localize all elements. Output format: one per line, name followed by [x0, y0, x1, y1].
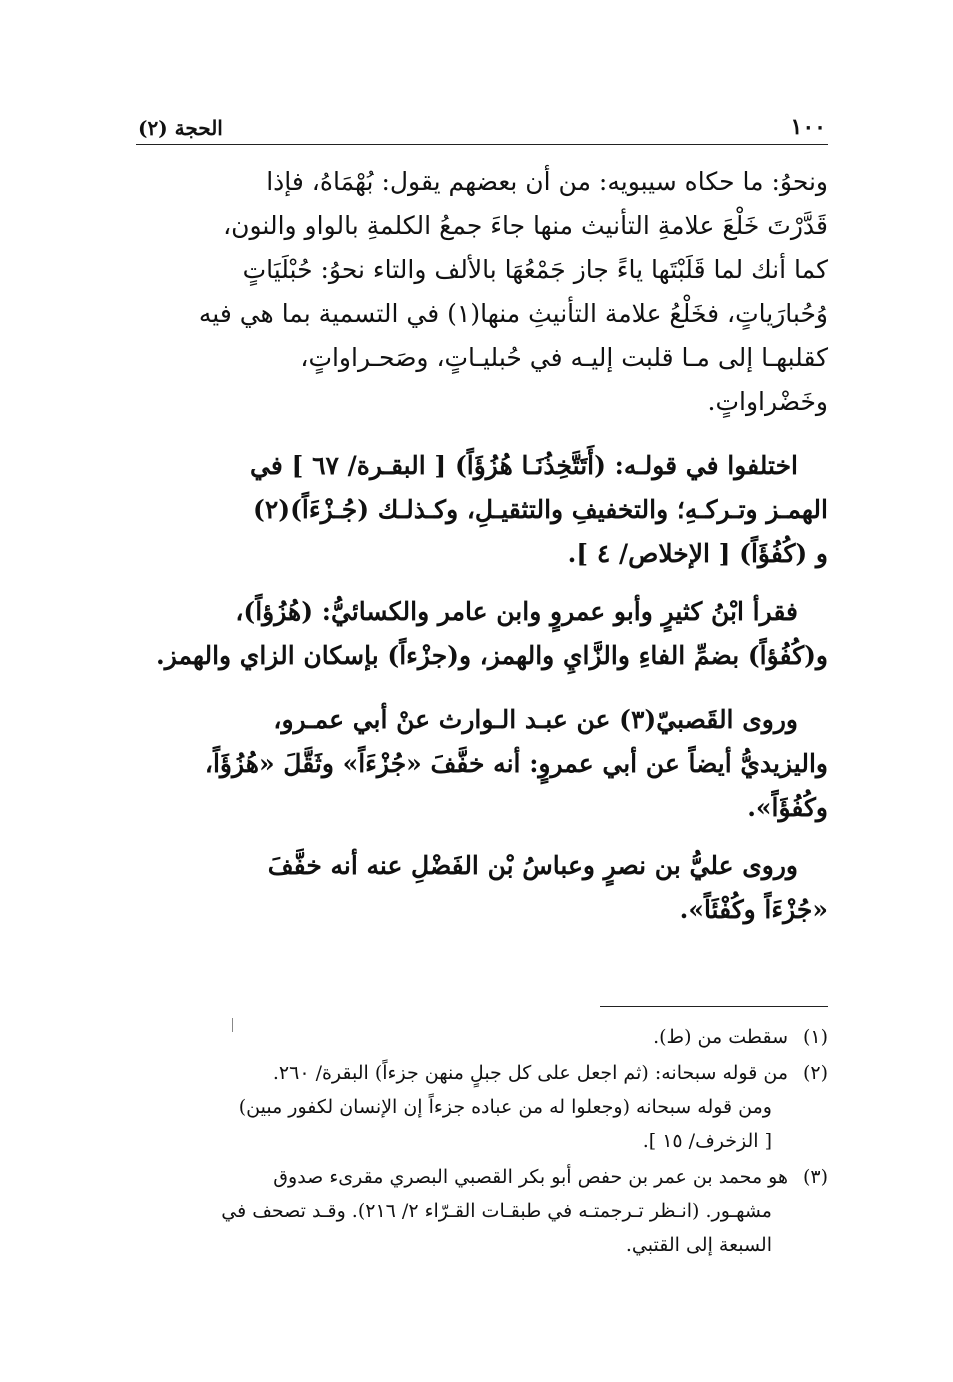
text-line: قَدَّرْتَ خَلْعَ علامةِ التأنيث منها جاءَ جمعُ الكلمةِ بالواو والنون، [223, 211, 828, 240]
text-line: كما أنك لما قَلَبْتَها ياءً جاز جَمْعُهَا بالألف والتاء نحوُ: حُبْلَيَاتٍ [242, 255, 828, 284]
text-line: وروى عليُّ بن نصرٍ وعباسُ بْن الفَضْلِ عنه أنه خفَّفَ [267, 851, 798, 880]
footnote-number: (١) [802, 1026, 828, 1048]
paragraph-2 [134, 444, 828, 576]
footnote-line: سقطت من (ط). [653, 1026, 788, 1048]
footnote-line: السبعة إلى القتبي. [625, 1234, 772, 1256]
text-line: ونحوُ: ما حكاه سيبويه: من أن بعضهم يقول: بُهْمَاهُ، فإذا [266, 167, 828, 196]
footnote-line: من قوله سبحانه: (ثم اجعل على كل جبلٍ منهن جزءاً) البقرة/ ٢٦٠. [272, 1062, 788, 1084]
text-line: فقرأ ابْنُ كثيرٍ وأبو عمروٍ وابن عامر والكسائيُّ: (هُزُؤاً)، [235, 597, 798, 626]
text-line: وكُفُؤَاً». [747, 793, 828, 822]
text-line: واليزيديُّ أيضاً عن أبي عمروٍ: أنه خفَّفَ «جُزْءَاً» وثَقَّلَ «هُزُؤَاً، [204, 749, 828, 778]
text-line: وخَضْراواتٍ. [707, 387, 828, 416]
footnote-1 [134, 1020, 828, 1054]
paragraph-5 [134, 844, 828, 932]
running-head [138, 106, 826, 140]
footnote-line: مشهـور. (انـظر تـرجمتـه في طبقـات القـرّاء ٢/ ٢١٦). وقـد تصحف في [221, 1200, 772, 1222]
paragraph-3 [134, 590, 828, 678]
paragraph-1 [134, 160, 828, 424]
text-line: الهمـز وتـركـهِ؛ والتخفيفِ والتثقيـلِ، وكـذلـك (جُـزْءَاً)(٢) [252, 495, 828, 524]
text-line: وُحُبارَياتٍ، فخَلْعُ علامة التأنيثِ منها(١) في التسمية بما هي فيه [198, 299, 828, 328]
footnote-number: (٢) [802, 1062, 828, 1084]
footnote-number: (٣) [802, 1166, 828, 1188]
footnote-3 [134, 1160, 828, 1262]
header-rule [136, 144, 828, 145]
text-line: وروى القَصبيّ(٣) عن عبـد الـوارث عنْ أبي عمـرو، [273, 705, 798, 734]
paragraph-4 [134, 698, 828, 830]
footnote-line: [ الزخرف/ ١٥ ]. [642, 1130, 772, 1152]
text-line: و(كُفُؤاً) بضمِّ الفاءِ والزَّايِ والهمز، و(جزْءاً) بإسكان الزاي والهمز. [155, 641, 828, 670]
page-number: ١٠٠ [790, 114, 826, 140]
text-line: «جُزْءَاً وكُفْئَاً». [679, 895, 828, 924]
footnote-line: ومن قوله سبحانه (وجعلوا له من عباده جزءاً إن الإنسان لكفور مبين) [238, 1096, 772, 1118]
text-line: اختلفوا في قولـه: (أَتَتَّخِذُنَـا هُزُؤَاً) [ البقـرة/ ٦٧ ] في [250, 451, 798, 480]
main-text [134, 160, 828, 932]
text-line: و (كُفُؤَاً) [ الإخلاص/ ٤ ]. [567, 539, 828, 568]
footnote-rule [600, 1006, 828, 1007]
footnotes [134, 1020, 828, 1264]
footnote-line: هو محمد بن عمر بن حفص أبو بكر القصبي البصري مقرىء صدوق [273, 1166, 788, 1188]
text-line: كقلبهـا إلى مـا قلبت إليـه في حُبليـاتٍ، وصَحـراواتٍ، [300, 343, 828, 372]
footnote-2 [134, 1056, 828, 1158]
book-title: الحجة (٢) [138, 116, 223, 140]
